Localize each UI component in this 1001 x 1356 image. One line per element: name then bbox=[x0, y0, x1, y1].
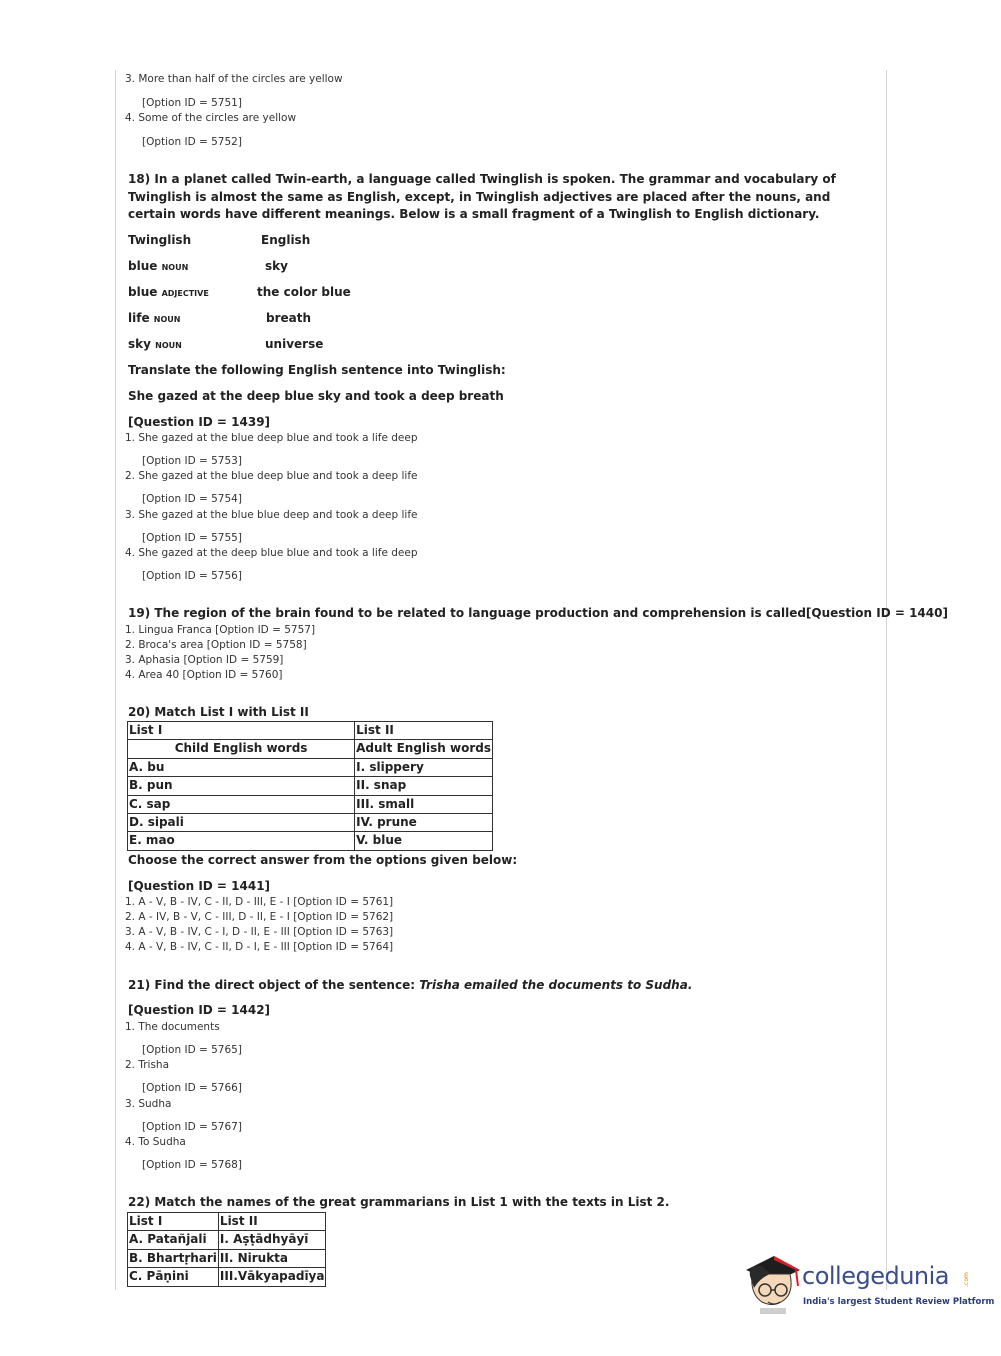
brand-tagline: India's largest Student Review Platform bbox=[803, 1297, 995, 1307]
dict-word: blue ADJECTIVE bbox=[128, 285, 209, 299]
dict-word: life NOUN bbox=[128, 311, 181, 325]
q19-option-4: 4. Area 40 [Option ID = 5760] bbox=[125, 669, 283, 681]
table-cell: II. snap bbox=[355, 777, 493, 795]
q21-sentence: Trisha emailed the documents to Sudha. bbox=[419, 978, 693, 992]
table-cell: Child English words bbox=[128, 740, 355, 758]
table-cell: B. Bhartṛhari bbox=[128, 1249, 219, 1267]
q18-question-id: [Question ID = 1439] bbox=[128, 415, 271, 429]
q18-option-3: 3. She gazed at the blue blue deep and took a deep life bbox=[125, 509, 418, 521]
q17-option-3: 3. More than half of the circles are yellow bbox=[125, 73, 343, 85]
table-cell: C. sap bbox=[128, 795, 355, 813]
q18-instruction: Translate the following English sentence into Twinglish: bbox=[128, 363, 506, 377]
table-row bbox=[128, 795, 493, 813]
q20-option-3: 3. A - V, B - IV, C - I, D - II, E - III [Option ID = 5763] bbox=[125, 926, 394, 938]
table-cell: E. mao bbox=[128, 832, 355, 850]
q17-option-3-id: [Option ID = 5751] bbox=[142, 97, 242, 109]
table-row bbox=[128, 832, 493, 850]
brand-name: collegedunia bbox=[802, 1262, 950, 1290]
q19-text: 19) The region of the brain found to be related to language production and comprehension is called[Question ID = 1440] bbox=[128, 606, 948, 620]
q20-option-2: 2. A - IV, B - V, C - III, D - II, E - I [Option ID = 5762] bbox=[125, 911, 394, 923]
q17-option-4: 4. Some of the circles are yellow bbox=[125, 112, 297, 124]
table-cell: A. Patañjali bbox=[128, 1231, 219, 1249]
q18-option-3-id: [Option ID = 5755] bbox=[142, 532, 242, 544]
q20-choose: Choose the correct answer from the options given below: bbox=[128, 853, 518, 867]
table-cell: C. Pāṇini bbox=[128, 1268, 219, 1286]
table-cell: IV. prune bbox=[355, 814, 493, 832]
match-table-q22 bbox=[127, 1212, 326, 1287]
q19-option-2: 2. Broca's area [Option ID = 5758] bbox=[125, 639, 307, 651]
dict-header-english: English bbox=[261, 233, 311, 247]
q21-option-3: 3. Sudha bbox=[125, 1098, 172, 1110]
q21-text: 21) Find the direct object of the sentence: Trisha emailed the documents to Sudha. bbox=[128, 978, 693, 992]
match-table-q20 bbox=[127, 721, 493, 851]
table-cell: III. small bbox=[355, 795, 493, 813]
table-row bbox=[128, 758, 493, 776]
q21-option-2-id: [Option ID = 5766] bbox=[142, 1082, 242, 1094]
q20-option-4: 4. A - V, B - IV, C - II, D - I, E - III [Option ID = 5764] bbox=[125, 941, 394, 953]
table-row bbox=[128, 1231, 326, 1249]
q18-option-4-id: [Option ID = 5756] bbox=[142, 570, 242, 582]
table-row bbox=[128, 1213, 326, 1231]
q22-text: 22) Match the names of the great grammarians in List 1 with the texts in List 2. bbox=[128, 1195, 670, 1209]
table-cell: Adult English words bbox=[355, 740, 493, 758]
q18-option-2: 2. She gazed at the blue deep blue and took a deep life bbox=[125, 470, 418, 482]
table-cell: List I bbox=[128, 1213, 219, 1231]
table-cell: II. Nirukta bbox=[218, 1249, 326, 1267]
dict-meaning: breath bbox=[266, 311, 312, 325]
q18-sentence: She gazed at the deep blue sky and took a deep breath bbox=[128, 389, 504, 403]
q21-option-1: 1. The documents bbox=[125, 1021, 220, 1033]
q20-text: 20) Match List I with List II bbox=[128, 705, 309, 719]
table-cell: A. bu bbox=[128, 758, 355, 776]
brand-dotcom: .com bbox=[962, 1272, 970, 1287]
table-cell: III.Vākyapadīya bbox=[218, 1268, 326, 1286]
table-cell: B. pun bbox=[128, 777, 355, 795]
table-cell: I. Aṣṭādhyāyī bbox=[218, 1231, 326, 1249]
dict-meaning: sky bbox=[265, 259, 288, 273]
q20-option-1: 1. A - V, B - IV, C - II, D - III, E - I [Option ID = 5761] bbox=[125, 896, 394, 908]
table-row bbox=[128, 1268, 326, 1286]
table-cell: List II bbox=[355, 722, 493, 740]
q19-option-3: 3. Aphasia [Option ID = 5759] bbox=[125, 654, 284, 666]
table-row bbox=[128, 814, 493, 832]
q21-option-1-id: [Option ID = 5765] bbox=[142, 1044, 242, 1056]
table-row bbox=[128, 1249, 326, 1267]
table-row bbox=[128, 740, 493, 758]
q21-option-4: 4. To Sudha bbox=[125, 1136, 186, 1148]
dict-word: sky NOUN bbox=[128, 337, 182, 351]
table-cell: V. blue bbox=[355, 832, 493, 850]
q17-option-4-id: [Option ID = 5752] bbox=[142, 136, 242, 148]
q18-option-1-id: [Option ID = 5753] bbox=[142, 455, 242, 467]
collegedunia-mascot-icon bbox=[740, 1248, 802, 1318]
dict-meaning: the color blue bbox=[257, 285, 351, 299]
table-row bbox=[128, 777, 493, 795]
q18-option-4: 4. She gazed at the deep blue blue and took a life deep bbox=[125, 547, 418, 559]
table-cell: List II bbox=[218, 1213, 326, 1231]
q21-option-2: 2. Trisha bbox=[125, 1059, 170, 1071]
q18-text: 18) In a planet called Twin-earth, a language called Twinglish is spoken. The grammar and vocabulary of Twinglish is almost the same as English, except, in Twinglish adjectives are placed after the nouns, and certain words have different meanings. Below is a small fragment of a Twinglish to English dictionary. bbox=[128, 172, 836, 221]
table-row bbox=[128, 722, 493, 740]
q21-option-3-id: [Option ID = 5767] bbox=[142, 1121, 242, 1133]
q21-option-4-id: [Option ID = 5768] bbox=[142, 1159, 242, 1171]
q19-option-1: 1. Lingua Franca [Option ID = 5757] bbox=[125, 624, 316, 636]
table-cell: I. slippery bbox=[355, 758, 493, 776]
q18-option-2-id: [Option ID = 5754] bbox=[142, 493, 242, 505]
q18-option-1: 1. She gazed at the blue deep blue and took a life deep bbox=[125, 432, 418, 444]
table-cell: List I bbox=[128, 722, 355, 740]
table-cell: D. sipali bbox=[128, 814, 355, 832]
q21-question-id: [Question ID = 1442] bbox=[128, 1003, 271, 1017]
dict-header-twinglish: Twinglish bbox=[128, 233, 192, 247]
dict-meaning: universe bbox=[265, 337, 324, 351]
q20-question-id: [Question ID = 1441] bbox=[128, 879, 271, 893]
dict-word: blue NOUN bbox=[128, 259, 189, 273]
